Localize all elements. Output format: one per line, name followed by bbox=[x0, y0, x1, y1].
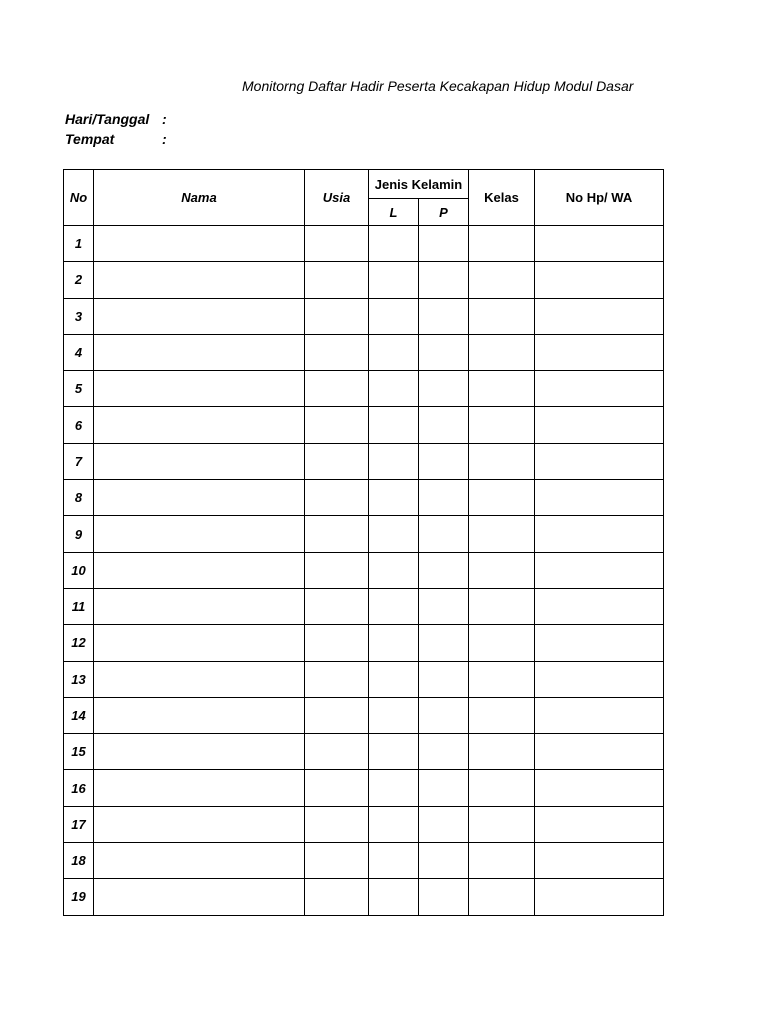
p-cell[interactable] bbox=[419, 843, 469, 879]
no-cell: 19 bbox=[64, 879, 94, 915]
meta-tempat bbox=[65, 131, 167, 147]
no-cell: 7 bbox=[64, 443, 94, 479]
nama-cell[interactable] bbox=[94, 443, 305, 479]
kelas-cell[interactable] bbox=[469, 661, 535, 697]
no-cell: 9 bbox=[64, 516, 94, 552]
header-jenis-kelamin: Jenis Kelamin bbox=[369, 170, 469, 199]
l-cell[interactable] bbox=[369, 480, 419, 516]
nama-cell[interactable] bbox=[94, 480, 305, 516]
no-hp-cell[interactable] bbox=[535, 588, 664, 624]
header-kelas: Kelas bbox=[469, 170, 535, 226]
header-usia: Usia bbox=[305, 170, 369, 226]
usia-cell[interactable] bbox=[305, 697, 369, 733]
l-cell[interactable] bbox=[369, 661, 419, 697]
usia-cell[interactable] bbox=[305, 334, 369, 370]
no-hp-cell[interactable] bbox=[535, 697, 664, 733]
no-cell: 2 bbox=[64, 262, 94, 298]
usia-cell[interactable] bbox=[305, 516, 369, 552]
kelas-cell[interactable] bbox=[469, 262, 535, 298]
no-cell: 16 bbox=[64, 770, 94, 806]
usia-cell[interactable] bbox=[305, 371, 369, 407]
no-hp-cell[interactable] bbox=[535, 226, 664, 262]
l-cell[interactable] bbox=[369, 371, 419, 407]
nama-cell[interactable] bbox=[94, 516, 305, 552]
usia-cell[interactable] bbox=[305, 661, 369, 697]
nama-cell[interactable] bbox=[94, 371, 305, 407]
usia-cell[interactable] bbox=[305, 843, 369, 879]
table-row bbox=[64, 552, 664, 588]
table-row bbox=[64, 298, 664, 334]
p-cell[interactable] bbox=[419, 334, 469, 370]
no-cell: 18 bbox=[64, 843, 94, 879]
table-row bbox=[64, 226, 664, 262]
nama-cell[interactable] bbox=[94, 806, 305, 842]
usia-cell[interactable] bbox=[305, 262, 369, 298]
p-cell[interactable] bbox=[419, 226, 469, 262]
kelas-cell[interactable] bbox=[469, 843, 535, 879]
no-hp-cell[interactable] bbox=[535, 262, 664, 298]
no-cell: 1 bbox=[64, 226, 94, 262]
tempat-separator: : bbox=[162, 131, 167, 147]
usia-cell[interactable] bbox=[305, 734, 369, 770]
p-cell[interactable] bbox=[419, 552, 469, 588]
no-cell: 17 bbox=[64, 806, 94, 842]
p-cell[interactable] bbox=[419, 806, 469, 842]
usia-cell[interactable] bbox=[305, 443, 369, 479]
table-row bbox=[64, 734, 664, 770]
table-row bbox=[64, 843, 664, 879]
kelas-cell[interactable] bbox=[469, 334, 535, 370]
no-cell: 10 bbox=[64, 552, 94, 588]
no-hp-cell[interactable] bbox=[535, 734, 664, 770]
no-hp-cell[interactable] bbox=[535, 516, 664, 552]
kelas-cell[interactable] bbox=[469, 697, 535, 733]
no-hp-cell[interactable] bbox=[535, 443, 664, 479]
nama-cell[interactable] bbox=[94, 226, 305, 262]
no-hp-cell[interactable] bbox=[535, 480, 664, 516]
no-cell: 5 bbox=[64, 371, 94, 407]
usia-cell[interactable] bbox=[305, 552, 369, 588]
table-row bbox=[64, 697, 664, 733]
table-row bbox=[64, 806, 664, 842]
no-cell: 15 bbox=[64, 734, 94, 770]
kelas-cell[interactable] bbox=[469, 879, 535, 915]
p-cell[interactable] bbox=[419, 407, 469, 443]
usia-cell[interactable] bbox=[305, 480, 369, 516]
p-cell[interactable] bbox=[419, 734, 469, 770]
no-cell: 12 bbox=[64, 625, 94, 661]
p-cell[interactable] bbox=[419, 480, 469, 516]
nama-cell[interactable] bbox=[94, 843, 305, 879]
nama-cell[interactable] bbox=[94, 298, 305, 334]
no-hp-cell[interactable] bbox=[535, 552, 664, 588]
usia-cell[interactable] bbox=[305, 407, 369, 443]
l-cell[interactable] bbox=[369, 588, 419, 624]
nama-cell[interactable] bbox=[94, 262, 305, 298]
l-cell[interactable] bbox=[369, 770, 419, 806]
l-cell[interactable] bbox=[369, 262, 419, 298]
no-hp-cell[interactable] bbox=[535, 770, 664, 806]
kelas-cell[interactable] bbox=[469, 443, 535, 479]
kelas-cell[interactable] bbox=[469, 226, 535, 262]
p-cell[interactable] bbox=[419, 371, 469, 407]
l-cell[interactable] bbox=[369, 734, 419, 770]
usia-cell[interactable] bbox=[305, 588, 369, 624]
no-hp-cell[interactable] bbox=[535, 371, 664, 407]
kelas-cell[interactable] bbox=[469, 552, 535, 588]
table-row bbox=[64, 480, 664, 516]
p-cell[interactable] bbox=[419, 770, 469, 806]
no-cell: 6 bbox=[64, 407, 94, 443]
header-no-hp: No Hp/ WA bbox=[535, 170, 664, 226]
kelas-cell[interactable] bbox=[469, 770, 535, 806]
meta-hari-tanggal bbox=[65, 111, 167, 127]
no-hp-cell[interactable] bbox=[535, 843, 664, 879]
no-hp-cell[interactable] bbox=[535, 625, 664, 661]
p-cell[interactable] bbox=[419, 588, 469, 624]
no-hp-cell[interactable] bbox=[535, 298, 664, 334]
header-p: P bbox=[419, 199, 469, 226]
table-row bbox=[64, 516, 664, 552]
nama-cell[interactable] bbox=[94, 661, 305, 697]
table-row bbox=[64, 262, 664, 298]
usia-cell[interactable] bbox=[305, 625, 369, 661]
nama-cell[interactable] bbox=[94, 552, 305, 588]
l-cell[interactable] bbox=[369, 879, 419, 915]
kelas-cell[interactable] bbox=[469, 298, 535, 334]
header-l: L bbox=[369, 199, 419, 226]
no-cell: 11 bbox=[64, 588, 94, 624]
no-cell: 14 bbox=[64, 697, 94, 733]
header-nama: Nama bbox=[94, 170, 305, 226]
no-hp-cell[interactable] bbox=[535, 879, 664, 915]
table-row bbox=[64, 625, 664, 661]
no-hp-cell[interactable] bbox=[535, 806, 664, 842]
table-row bbox=[64, 371, 664, 407]
l-cell[interactable] bbox=[369, 298, 419, 334]
kelas-cell[interactable] bbox=[469, 480, 535, 516]
table-body bbox=[64, 226, 664, 916]
nama-cell[interactable] bbox=[94, 334, 305, 370]
kelas-cell[interactable] bbox=[469, 407, 535, 443]
nama-cell[interactable] bbox=[94, 588, 305, 624]
p-cell[interactable] bbox=[419, 298, 469, 334]
l-cell[interactable] bbox=[369, 843, 419, 879]
table-row bbox=[64, 334, 664, 370]
nama-cell[interactable] bbox=[94, 770, 305, 806]
kelas-cell[interactable] bbox=[469, 588, 535, 624]
usia-cell[interactable] bbox=[305, 806, 369, 842]
usia-cell[interactable] bbox=[305, 770, 369, 806]
l-cell[interactable] bbox=[369, 552, 419, 588]
usia-cell[interactable] bbox=[305, 226, 369, 262]
l-cell[interactable] bbox=[369, 697, 419, 733]
p-cell[interactable] bbox=[419, 697, 469, 733]
usia-cell[interactable] bbox=[305, 879, 369, 915]
l-cell[interactable] bbox=[369, 625, 419, 661]
nama-cell[interactable] bbox=[94, 697, 305, 733]
nama-cell[interactable] bbox=[94, 879, 305, 915]
no-cell: 8 bbox=[64, 480, 94, 516]
kelas-cell[interactable] bbox=[469, 625, 535, 661]
hari-tanggal-label: Hari/Tanggal bbox=[65, 111, 150, 127]
p-cell[interactable] bbox=[419, 625, 469, 661]
kelas-cell[interactable] bbox=[469, 806, 535, 842]
header-no: No bbox=[64, 170, 94, 226]
table-row bbox=[64, 443, 664, 479]
kelas-cell[interactable] bbox=[469, 734, 535, 770]
kelas-cell[interactable] bbox=[469, 371, 535, 407]
nama-cell[interactable] bbox=[94, 407, 305, 443]
tempat-label: Tempat bbox=[65, 131, 115, 147]
no-cell: 3 bbox=[64, 298, 94, 334]
p-cell[interactable] bbox=[419, 443, 469, 479]
table-row bbox=[64, 661, 664, 697]
p-cell[interactable] bbox=[419, 661, 469, 697]
table-row bbox=[64, 879, 664, 915]
p-cell[interactable] bbox=[419, 879, 469, 915]
p-cell[interactable] bbox=[419, 516, 469, 552]
table-row bbox=[64, 588, 664, 624]
page-title: Monitorng Daftar Hadir Peserta Kecakapan Hidup Modul Dasar bbox=[242, 78, 634, 94]
hari-tanggal-separator: : bbox=[162, 111, 167, 127]
l-cell[interactable] bbox=[369, 226, 419, 262]
attendance-table bbox=[63, 169, 664, 916]
kelas-cell[interactable] bbox=[469, 516, 535, 552]
no-cell: 4 bbox=[64, 334, 94, 370]
no-hp-cell[interactable] bbox=[535, 334, 664, 370]
l-cell[interactable] bbox=[369, 407, 419, 443]
usia-cell[interactable] bbox=[305, 298, 369, 334]
table-row bbox=[64, 770, 664, 806]
no-hp-cell[interactable] bbox=[535, 661, 664, 697]
l-cell[interactable] bbox=[369, 806, 419, 842]
l-cell[interactable] bbox=[369, 334, 419, 370]
table-row bbox=[64, 407, 664, 443]
no-cell: 13 bbox=[64, 661, 94, 697]
nama-cell[interactable] bbox=[94, 625, 305, 661]
nama-cell[interactable] bbox=[94, 734, 305, 770]
p-cell[interactable] bbox=[419, 262, 469, 298]
l-cell[interactable] bbox=[369, 516, 419, 552]
no-hp-cell[interactable] bbox=[535, 407, 664, 443]
l-cell[interactable] bbox=[369, 443, 419, 479]
